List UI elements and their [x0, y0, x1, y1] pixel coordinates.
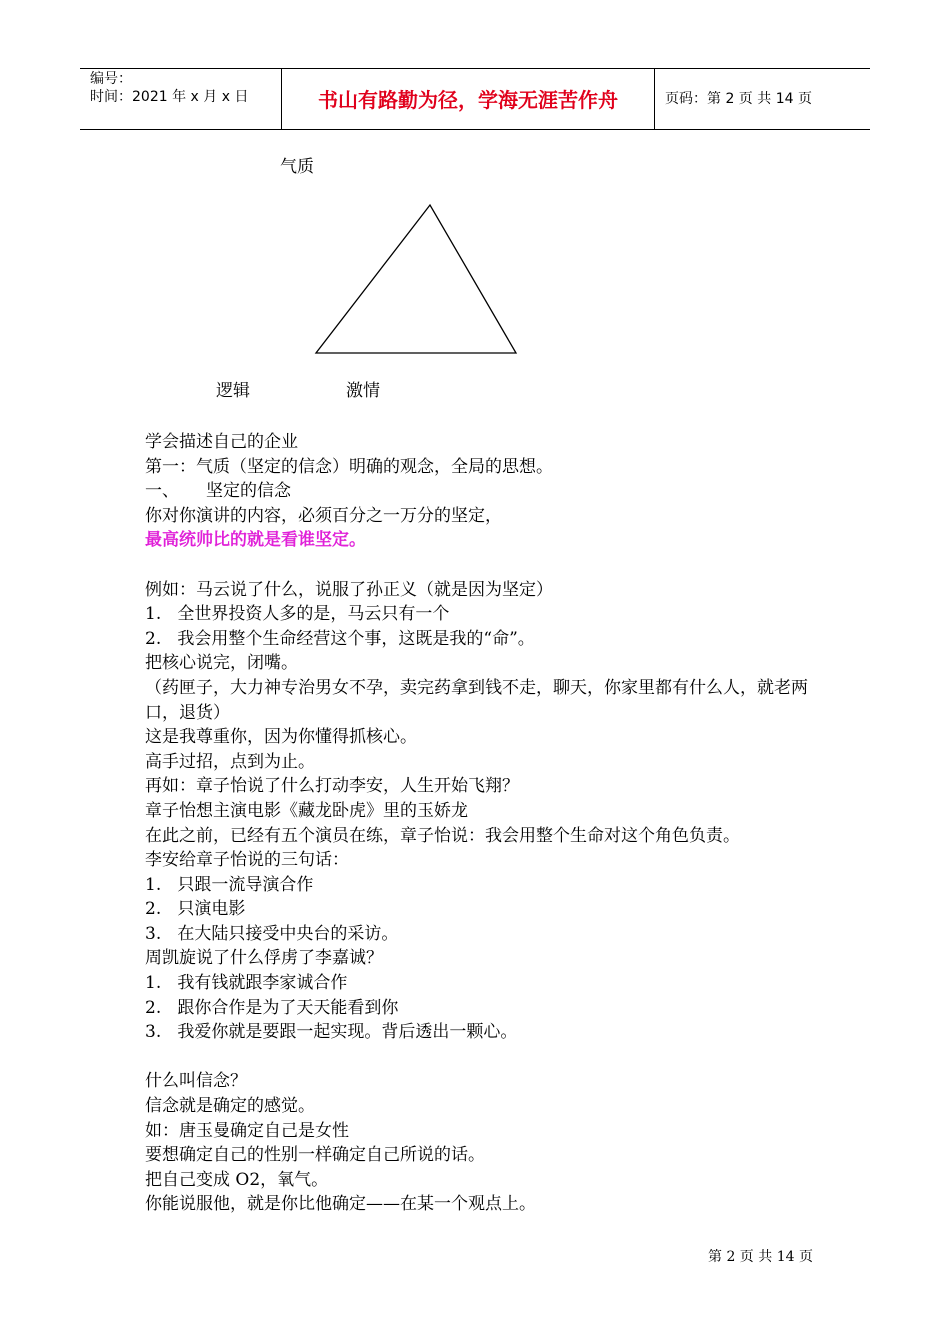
text-line: 1. 全世界投资人多的是，马云只有一个	[145, 604, 450, 625]
text-line: 如：唐玉曼确定自己是女性	[145, 1120, 349, 1141]
header-meta-cell	[80, 69, 282, 129]
text-line: 高手过招，点到为止。	[145, 751, 315, 772]
text-line: 你对你演讲的内容，必须百分之一万分的坚定，	[145, 505, 502, 526]
diagram-left-label: 逻辑	[216, 381, 250, 401]
text-line: 什么叫信念？	[145, 1071, 247, 1092]
text-line: 把核心说完，闭嘴。	[145, 653, 298, 674]
text-line: 3. 在大陆只接受中央台的采访。	[145, 923, 399, 944]
diagram-top-label: 气质	[280, 157, 314, 177]
text-line: 2. 只演电影	[145, 899, 246, 920]
text-line: 再如：章子怡说了什么打动李安，人生开始飞翔？	[145, 776, 519, 797]
header-motto: 书山有路勤为径，学海无涯苦作舟	[318, 88, 618, 112]
header-page-cell	[655, 69, 870, 129]
diagram-right-label: 激情	[346, 381, 380, 401]
text-line: 学会描述自己的企业	[145, 432, 298, 452]
highlighted-line: 最高统帅比的就是看谁坚定。	[145, 530, 366, 551]
text-line: 李安给章子怡说的三句话：	[145, 850, 349, 871]
page-footer: 第 2 页 共 14 页	[708, 1249, 813, 1265]
text-line: （药匣子，大力神专治男女不孕，卖完药拿到钱不走，聊天，你家里都有什么人，就老两口，退货）	[145, 677, 808, 723]
header-number-label: 编号：	[90, 71, 132, 87]
text-line: 把自己变成 O2，氧气。	[145, 1169, 329, 1190]
text-line: 一、 坚定的信念	[145, 481, 292, 502]
text-line: 在此之前，已经有五个演员在练，章子怡说：我会用整个生命对这个角色负责。	[145, 825, 740, 846]
page-header	[80, 68, 870, 130]
blank-line	[145, 1045, 825, 1070]
body-text	[145, 430, 825, 1217]
header-motto-cell	[282, 69, 655, 129]
text-line: 信念就是确定的感觉。	[145, 1096, 315, 1117]
triangle-diagram	[300, 195, 530, 365]
header-page-label: 页码：第 2 页 共 14 页	[665, 91, 812, 107]
text-line: 第一：气质（坚定的信念）明确的观念，全局的思想。	[145, 456, 553, 477]
text-line: 1. 我有钱就跟李家诚合作	[145, 973, 348, 994]
text-line: 这是我尊重你，因为你懂得抓核心。	[145, 727, 417, 748]
text-line: 要想确定自己的性别一样确定自己所说的话。	[145, 1145, 485, 1166]
header-time-label: 时间：2021 年 x 月 x 日	[90, 89, 249, 105]
text-line: 2. 跟你合作是为了天天能看到你	[145, 997, 399, 1018]
text-line: 周凯旋说了什么俘虏了李嘉诚？	[145, 948, 383, 969]
text-line: 2. 我会用整个生命经营这个事，这既是我的“命”。	[145, 628, 535, 649]
triangle-shape	[316, 205, 516, 353]
text-line: 1. 只跟一流导演合作	[145, 874, 314, 895]
text-line: 章子怡想主演电影《藏龙卧虎》里的玉娇龙	[145, 800, 468, 821]
text-line: 你能说服他，就是你比他确定——在某一个观点上。	[145, 1194, 536, 1215]
text-line: 例如：马云说了什么，说服了孙正义（就是因为坚定）	[145, 579, 553, 600]
blank-line	[145, 553, 825, 578]
text-line: 3. 我爱你就是要跟一起实现。背后透出一颗心。	[145, 1022, 518, 1043]
